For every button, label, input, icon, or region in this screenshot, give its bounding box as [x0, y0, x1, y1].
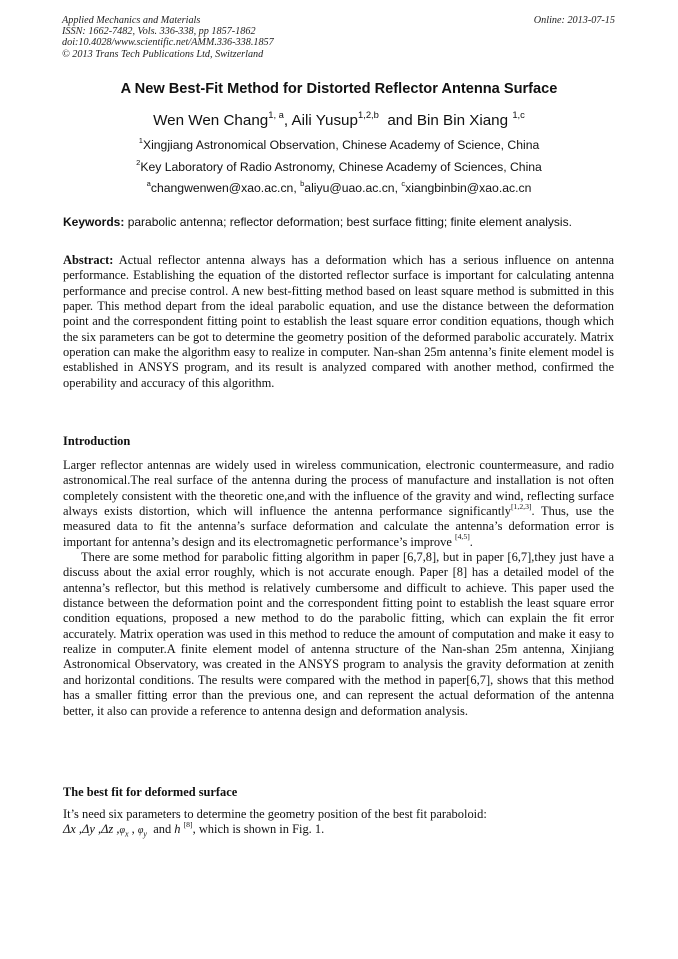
affiliation-1	[0, 135, 678, 152]
author-list	[0, 108, 678, 129]
journal-header	[62, 15, 274, 60]
keywords-label: Keywords:	[63, 215, 125, 229]
affiliation-text: Key Laboratory of Radio Astronomy, Chinese Academy of Sciences, China	[140, 160, 542, 174]
author-affiliation-mark: 1, a	[268, 108, 284, 120]
abstract-text: Actual reflector antenna always has a deformation which has a serious influence on antenna performance. Establishing the equation of the distorted reflector surface is important for calculating antenna performance and precise control. A new best-fitting method based on least square method is submitted in this paper. This method depart from the ideal parabolic equation, and use the distance between the deformation point and the correspondent fitting point to establish the least square error condition equations, though which the six parameters can be got to determine the geometry position of the deformed parabolic accurately. Matrix operation can make the algorithm easy to realize in computer. Nan-shan 25m antenna’s finite element model is established in ANSYS program, and its result is analyzed compared with another method, confirmed the operability and accuracy of this algorithm.	[63, 253, 614, 390]
math-phi: φ	[137, 825, 144, 837]
section-heading-best-fit: The best fit for deformed surface	[63, 785, 238, 799]
math-h: h	[174, 822, 181, 837]
author-separator: ,	[283, 112, 292, 129]
affiliation-mark: 1	[138, 135, 143, 145]
author-name: Wen Wen Chang	[153, 112, 269, 129]
journal-name: Applied Mechanics and Materials	[62, 15, 201, 26]
introduction-section	[63, 458, 614, 719]
affiliation-2	[0, 157, 678, 174]
keywords-text: parabolic antenna; reflector deformation; best surface fitting; finite element analysis.	[124, 215, 572, 229]
email-address[interactable]: xiangbinbin@xao.ac.cn	[405, 181, 532, 195]
citation-ref: [1,2,3]	[510, 501, 532, 511]
author-affiliation-mark: 1,2,b	[357, 108, 379, 120]
journal-copyright: © 2013 Trans Tech Publications Ltd, Switzerland	[62, 48, 264, 60]
affiliation-mark: 2	[136, 157, 141, 167]
online-date: Online: 2013-07-15	[533, 15, 615, 26]
paper-title: A New Best-Fit Method for Distorted Reflector Antenna Surface	[120, 81, 558, 97]
intro-paragraph-2: There are some method for parabolic fitting algorithm in paper [6,7,8], but in paper [6,7],they just have a discuss about the axial error roughly, which is not accurate enough. Paper [8] has a detailed model of the antenna’s reflector, but this method is relatively cumbersome and difficult to achieve. This paper used the distance between the deformation point and the correspondent fitting point to establish the least square error condition equations, proposed a new method to do the parabolic fitting, which can explain the fit error accurately. Matrix operation was used in this method to reduce the amount of computation and make it easy to realize in computer.A finite element model of antenna structure of the Nan-shan 25m antenna, Xinjiang Astronomical Observatory, was created in the ANSYS program to analysis the gravity deformation at zenith and horizontal conditions. The results were compared with the method in paper[6,7], shows that this method has a smaller fitting error than the previous one, and can represent the actual deformation of the antenna better, it also can provide a reference to antenna design and deformation analysis.	[63, 550, 614, 718]
intro-paragraph-1: Larger reflector antennas are widely used in wireless communication, electronic countermeasure, and radio astronomical.The real surface of the antenna during the process of manufacture and installation is not often completely consistent with the theoretic one,and with the influence of the gravity and wind, reflecting surface always exists distortion, which will influence the antenna performance significantly[1,2,3]. Thus, use the measured data to fit the antenna’s surface deformation and calculate the antenna’s deformation error is important for antenna’s design and its electromagnetic performance’s improve [4,5].	[63, 458, 614, 549]
math-phi: φ	[119, 825, 125, 837]
email-mark: c	[401, 178, 406, 188]
best-fit-paragraph: It’s need six parameters to determine the geometry position of the best fit paraboloid: Δx ,Δy ,Δz $,\varphi_x$ , $\varphi_y$ and h [8], which is shown in Fig. 1.	[63, 807, 487, 839]
abstract-label: Abstract:	[63, 253, 114, 267]
section-heading-introduction: Introduction	[63, 434, 131, 448]
best-fit-section	[63, 807, 614, 842]
affiliation-text: Xingjiang Astronomical Observation, Chinese Academy of Science, China	[142, 138, 540, 152]
author-separator: and	[378, 112, 417, 129]
citation-ref: [4,5]	[455, 532, 470, 542]
keywords-line	[63, 215, 623, 229]
author-emails	[0, 178, 678, 195]
math-params: Δx ,Δy ,Δz ,	[63, 822, 120, 837]
email-address[interactable]: changwenwen@xao.ac.cn,	[150, 181, 301, 195]
email-mark: a	[146, 178, 151, 188]
journal-issn: ISSN: 1662-7482, Vols. 336-338, pp 1857-1862	[62, 26, 256, 38]
author-name: Bin Bin Xiang	[416, 112, 509, 129]
citation-ref: [8]	[183, 820, 193, 830]
author-name: Aili Yusup	[291, 112, 358, 129]
email-mark: b	[300, 178, 305, 188]
abstract-section	[63, 253, 614, 391]
email-address[interactable]: aliyu@uao.ac.cn,	[304, 181, 402, 195]
author-affiliation-mark: 1,c	[512, 108, 525, 120]
journal-doi[interactable]: doi:10.4028/www.scientific.net/AMM.336-338.1857	[62, 37, 274, 49]
